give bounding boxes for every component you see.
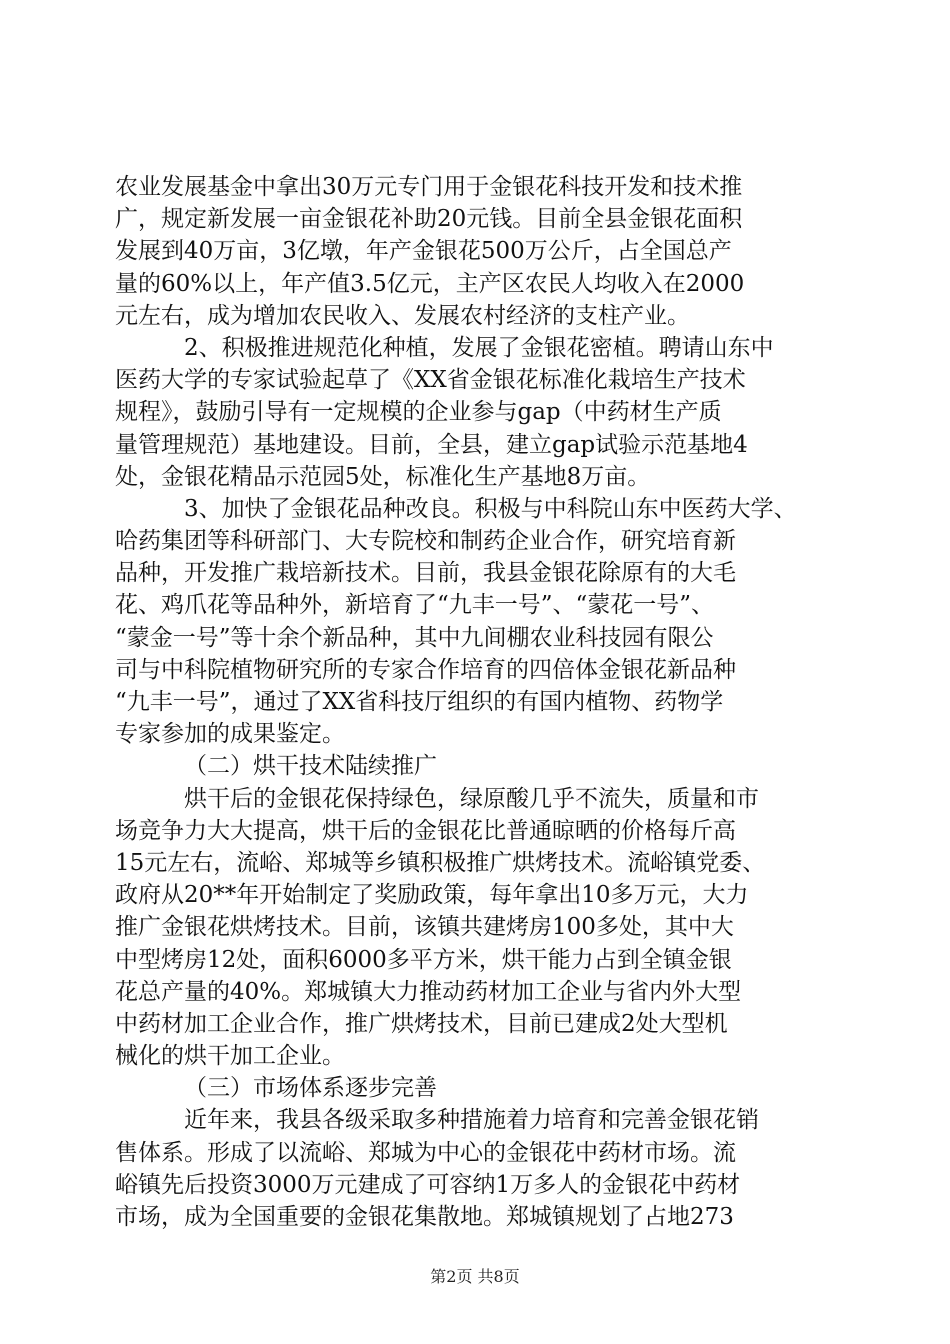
text-line: “蒙金一号”等十余个新品种，其中九间棚农业科技园有限公 (115, 624, 714, 651)
text-line: 政府从20**年开始制定了奖励政策，每年拿出10多万元，大力 (115, 882, 749, 909)
text-line: 量的60%以上，年产值3.5亿元，主产区农民人均收入在2000 (115, 270, 745, 297)
text-line: 场竞争力大大提高，烘干后的金银花比普通晾晒的价格每斤高 (115, 817, 736, 844)
text-line: 中药材加工企业合作，推广烘烤技术，目前已建成2处大型机 (115, 1010, 728, 1037)
paragraph-start-line: 烘干后的金银花保持绿色，绿原酸几乎不流失，质量和市 (184, 785, 759, 812)
text-line: 花、鸡爪花等品种外，新培育了“九丰一号”、“蒙花一号”、 (115, 592, 715, 619)
section-heading: （二）烘干技术陆续推广 (184, 753, 437, 780)
text-line: 发展到40万亩，3亿墩，年产金银花500万公斤，占全国总产 (115, 238, 732, 265)
text-line: 械化的烘干加工企业。 (115, 1043, 345, 1070)
text-line: 规程》，鼓励引导有一定规模的企业参与gap（中药材生产质 (115, 399, 722, 426)
text-line: 处，金银花精品示范园5处，标准化生产基地8万亩。 (115, 463, 651, 490)
body-text (115, 171, 835, 1233)
text-line: 农业发展基金中拿出30万元专门用于金银花科技开发和技术推 (115, 174, 743, 200)
text-line: 品种，开发推广栽培新技术。目前，我县金银花除原有的大毛 (115, 560, 736, 587)
text-line: “九丰一号”，通过了XX省科技厅组织的有国内植物、药物学 (115, 689, 724, 715)
paragraph-start-line: 近年来，我县各级采取多种措施着力培育和完善金银花销 (184, 1107, 759, 1134)
text-line: 司与中科院植物研究所的专家合作培育的四倍体金银花新品种 (115, 656, 736, 683)
text-line: 中型烤房12处，面积6000多平方米，烘干能力占到全镇金银 (115, 946, 732, 973)
text-line: 售体系。形成了以流峪、郑城为中心的金银花中药材市场。流 (115, 1139, 736, 1166)
text-line: 花总产量的40%。郑城镇大力推动药材加工企业与省内外大型 (115, 978, 742, 1005)
text-line: 哈药集团等科研部门、大专院校和制药企业合作，研究培育新 (115, 528, 736, 555)
text-line: 15元左右，流峪、郑城等乡镇积极推广烘烤技术。流峪镇党委、 (115, 849, 766, 876)
text-line: 医药大学的专家试验起草了《XX省金银花标准化栽培生产技术 (115, 367, 746, 394)
text-line: 量管理规范）基地建设。目前，全县，建立gap试验示范基地4 (115, 431, 748, 458)
paragraph-start-line: 2、积极推进规范化种植，发展了金银花密植。聘请山东中 (184, 334, 774, 361)
section-heading: （三）市场体系逐步完善 (184, 1075, 437, 1102)
text-line: 专家参加的成果鉴定。 (115, 721, 345, 748)
text-line: 推广金银花烘烤技术。目前，该镇共建烤房100多处，其中大 (115, 914, 734, 941)
text-line: 市场，成为全国重要的金银花集散地。郑城镇规划了占地273 (115, 1204, 734, 1230)
page-number-footer: 第2页 共8页 (430, 1267, 520, 1286)
paragraph-start-line: 3、加快了金银花品种改良。积极与中科院山东中医药大学、 (184, 495, 797, 522)
text-line: 峪镇先后投资3000万元建成了可容纳1万多人的金银花中药材 (115, 1171, 741, 1198)
text-line: 广，规定新发展一亩金银花补助20元钱。目前全县金银花面积 (115, 206, 743, 233)
text-line: 元左右，成为增加农民收入、发展农村经济的支柱产业。 (115, 302, 690, 329)
